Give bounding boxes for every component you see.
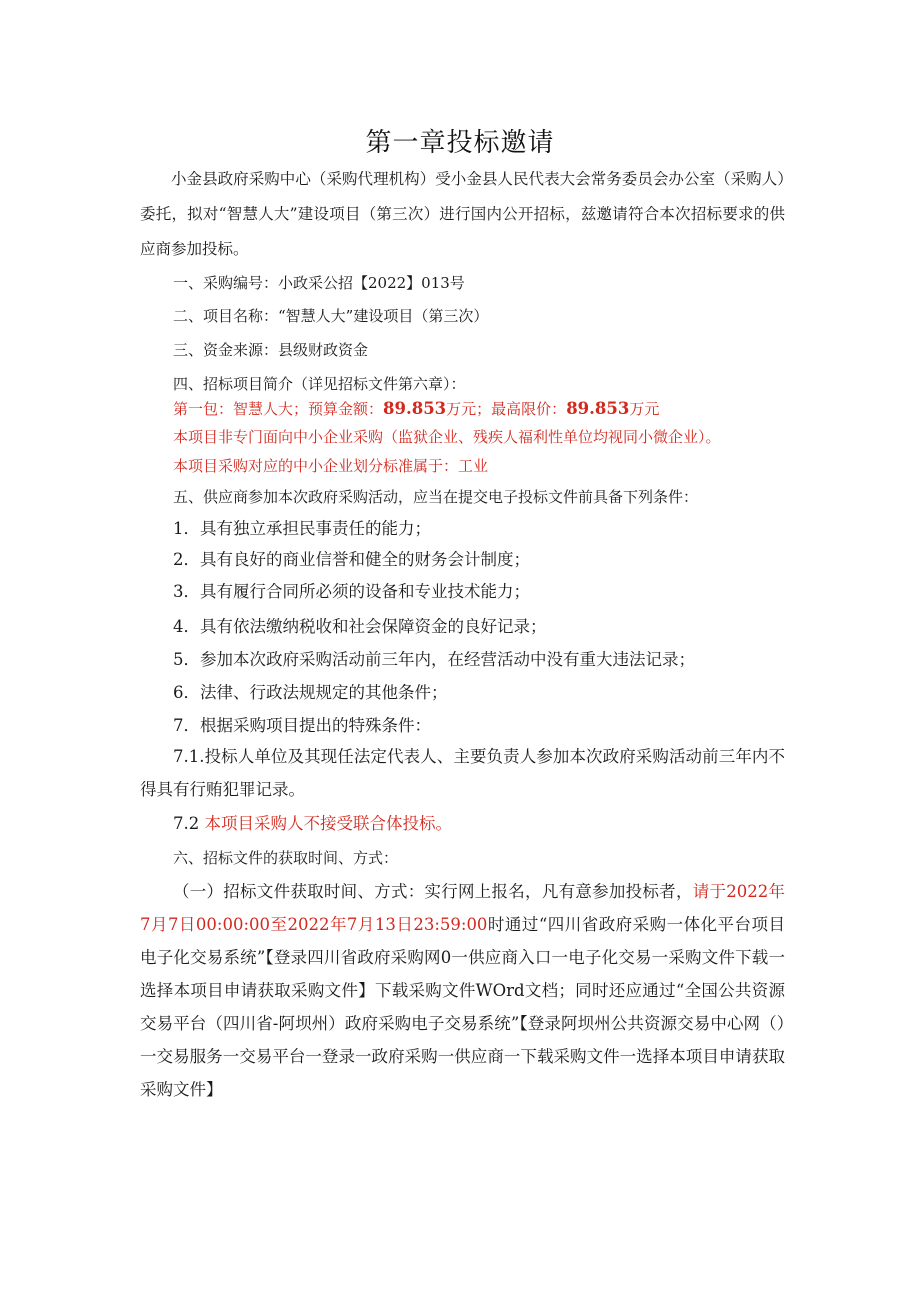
condition-item: 5．参加本次政府采购活动前三年内，在经营活动中没有重大违法记录； xyxy=(173,650,695,669)
package-label: 第一包：智慧人大；预算金额： xyxy=(173,400,384,418)
fund-source: 三、资金来源：县级财政资金 xyxy=(173,341,369,359)
acquisition-heading: 六、招标文件的获取时间、方式： xyxy=(173,849,399,867)
condition-7-2-number: 7.2 xyxy=(173,814,200,833)
project-name: 二、项目名称：“智慧人大”建设项目（第三次） xyxy=(173,307,489,325)
page-title: 第一章投标邀请 xyxy=(365,128,555,158)
max-price-amount: 89.853 xyxy=(566,399,630,418)
supplier-conditions-heading: 五、供应商参加本次政府采购活动，应当在提交电子投标文件前具备下列条件： xyxy=(173,488,699,506)
condition-item: 4．具有依法缴纳税收和社会保障资金的良好记录； xyxy=(173,617,547,636)
acquisition-time: 请于2022年7月7日00:00:00至2022年7月13日23:59:00 xyxy=(140,882,786,934)
condition-7-1: 7.1.投标人单位及其现任法定代表人、主要负责人参加本次政府采购活动前三年内不得具有行贿犯罪记录。 xyxy=(140,747,785,799)
acquisition-method: 时通过“四川省政府采购一体化平台项目电子化交易系统”【登录四川省政府采购网0一供应商入口一电子化交易一采购文件下载一选择本项目申请获取采购文件】下载采购文件WOrd文档；同时还应通过“全国公共资源交易平台（四川省-阿坝州）政府采购电子交易系统”【登录阿坝州公共资源交易中心网（）一交易服务一交易平台一登录一政府采购一供应商一下载采购文件一选择本项目申请获取采购文件】 xyxy=(140,915,785,1099)
acquisition-paragraph xyxy=(140,875,785,1106)
condition-item: 3．具有履行合同所必须的设备和专业技术能力； xyxy=(173,582,530,601)
condition-item: 1．具有独立承担民事责任的能力； xyxy=(173,519,431,538)
condition-7-2-text: 本项目采购人不接受联合体投标。 xyxy=(204,814,452,833)
condition-item: 2．具有良好的商业信誉和健全的财务会计制度； xyxy=(173,550,530,569)
condition-7-2 xyxy=(173,812,788,836)
condition-item: 7．根据采购项目提出的特殊条件： xyxy=(173,716,431,735)
budget-unit: 万元；最高限价： xyxy=(446,400,567,418)
condition-item: 6．法律、行政法规规定的其他条件； xyxy=(173,683,448,702)
intro-paragraph: 小金县政府采购中心（采购代理机构）受小金县人民代表大会常务委员会办公室（采购人）委托，拟对“智慧人大”建设项目（第三次）进行国内公开招标，兹邀请符合本次招标要求的供应商参加投标。 xyxy=(140,170,785,258)
procurement-number: 一、采购编号：小政采公招【2022】013号 xyxy=(173,274,465,292)
max-price-unit: 万元 xyxy=(629,400,660,418)
package-line xyxy=(173,397,788,421)
sme-standard: 本项目采购对应的中小企业划分标准属于：工业 xyxy=(173,457,489,475)
budget-amount: 89.853 xyxy=(383,399,447,418)
project-summary-heading: 四、招标项目简介（详见招标文件第六章）： xyxy=(173,375,466,393)
sme-note: 本项目非专门面向中小企业采购（监狱企业、残疾人福利性单位均视同小微企业）。 xyxy=(173,428,721,446)
acquisition-prefix: （一）招标文件获取时间、方式：实行网上报名，凡有意参加投标者， xyxy=(173,882,693,901)
